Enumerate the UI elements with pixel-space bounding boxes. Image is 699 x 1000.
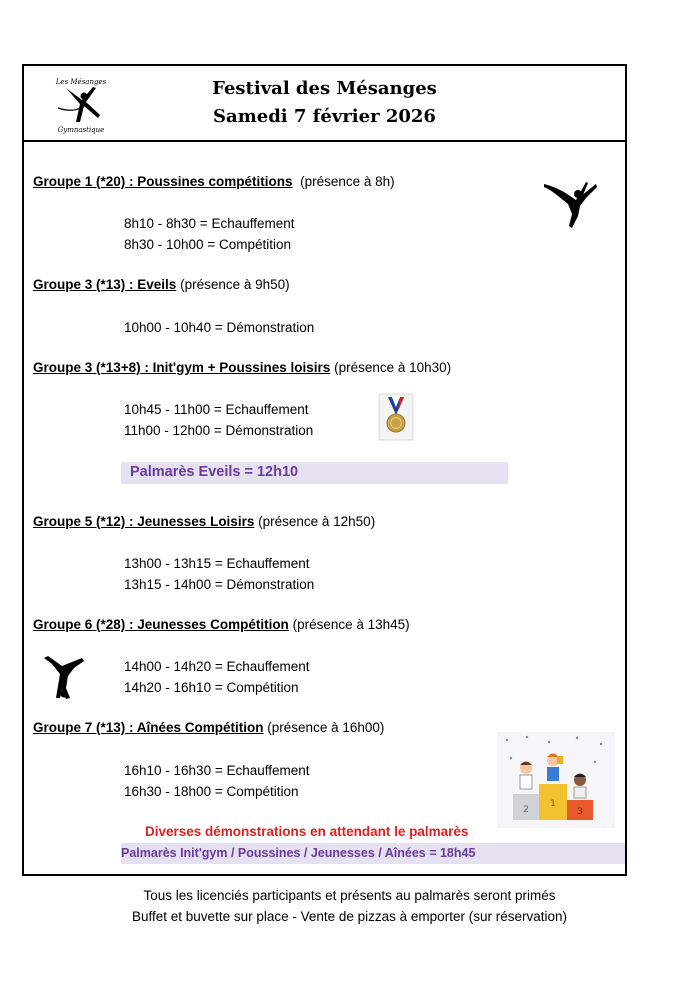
palmares-final-text: Palmarès Init'gym / Poussines / Jeunesses / Aînées = 18h45 [121,846,476,860]
gymnast-handstand-icon [42,654,86,700]
header [24,66,625,142]
schedule-slot: 16h30 - 18h00 = Compétition [124,784,299,799]
group-heading [33,617,410,632]
group-presence: (présence à 12h50) [258,514,376,529]
footer-line: Tous les licenciés participants et présents au palmarès seront primés [143,888,556,903]
schedule-slot: 11h00 - 12h00 = Démonstration [124,423,314,438]
schedule-slot: 8h10 - 8h30 = Echauffement [124,216,295,231]
schedule-slot: 14h20 - 16h10 = Compétition [124,680,299,695]
demonstrations-note: Diverses démonstrations en attendant le palmarès [145,824,469,839]
medal-icon [378,393,414,441]
group-name: Groupe 1 (*20) : Poussines compétitions [33,174,293,189]
schedule-slot: 16h10 - 16h30 = Echauffement [124,763,310,778]
palmares-eveils-text: Palmarès Eveils = 12h10 [130,464,299,480]
program-frame [22,64,627,876]
group-presence: (présence à 8h) [300,174,395,189]
group-presence: (présence à 10h30) [334,360,452,375]
group-name: Groupe 3 (*13+8) : Init'gym + Poussines loisirs [33,360,331,375]
schedule-slot: 13h15 - 14h00 = Démonstration [124,577,315,592]
group-presence: (présence à 9h50) [180,277,290,292]
schedule-slot: 14h00 - 14h20 = Echauffement [124,659,310,674]
group-name: Groupe 5 (*12) : Jeunesses Loisirs [33,514,255,529]
page-title: Festival des Mésanges [212,78,437,99]
logo-text-top: Les Mésanges [55,78,107,86]
group-name: Groupe 6 (*28) : Jeunesses Compétition [33,617,289,632]
svg-text:3: 3 [577,807,583,817]
svg-text:2: 2 [523,805,529,815]
group-presence: (présence à 13h45) [292,617,410,632]
group-presence: (présence à 16h00) [267,720,385,735]
schedule-slot: 10h00 - 10h40 = Démonstration [124,320,315,335]
podium-kids-illustration [497,732,615,828]
group-heading [33,720,384,735]
gymnast-leap-icon [542,178,598,232]
group-heading [33,174,395,189]
schedule-slot: 10h45 - 11h00 = Echauffement [124,402,309,417]
logo-text-bottom: Gymnastique [57,126,105,134]
group-heading [33,277,290,292]
group-name: Groupe 7 (*13) : Aînées Compétition [33,720,264,735]
schedule-slot: 8h30 - 10h00 = Compétition [124,237,291,252]
svg-text:1: 1 [550,799,556,809]
footer-line: Buffet et buvette sur place - Vente de pizzas à emporter (sur réservation) [132,909,567,924]
schedule-slot: 13h00 - 13h15 = Echauffement [124,556,310,571]
group-heading [33,514,375,529]
event-date: Samedi 7 février 2026 [213,106,436,127]
group-name: Groupe 3 (*13) : Eveils [33,277,177,292]
group-heading [33,360,451,375]
